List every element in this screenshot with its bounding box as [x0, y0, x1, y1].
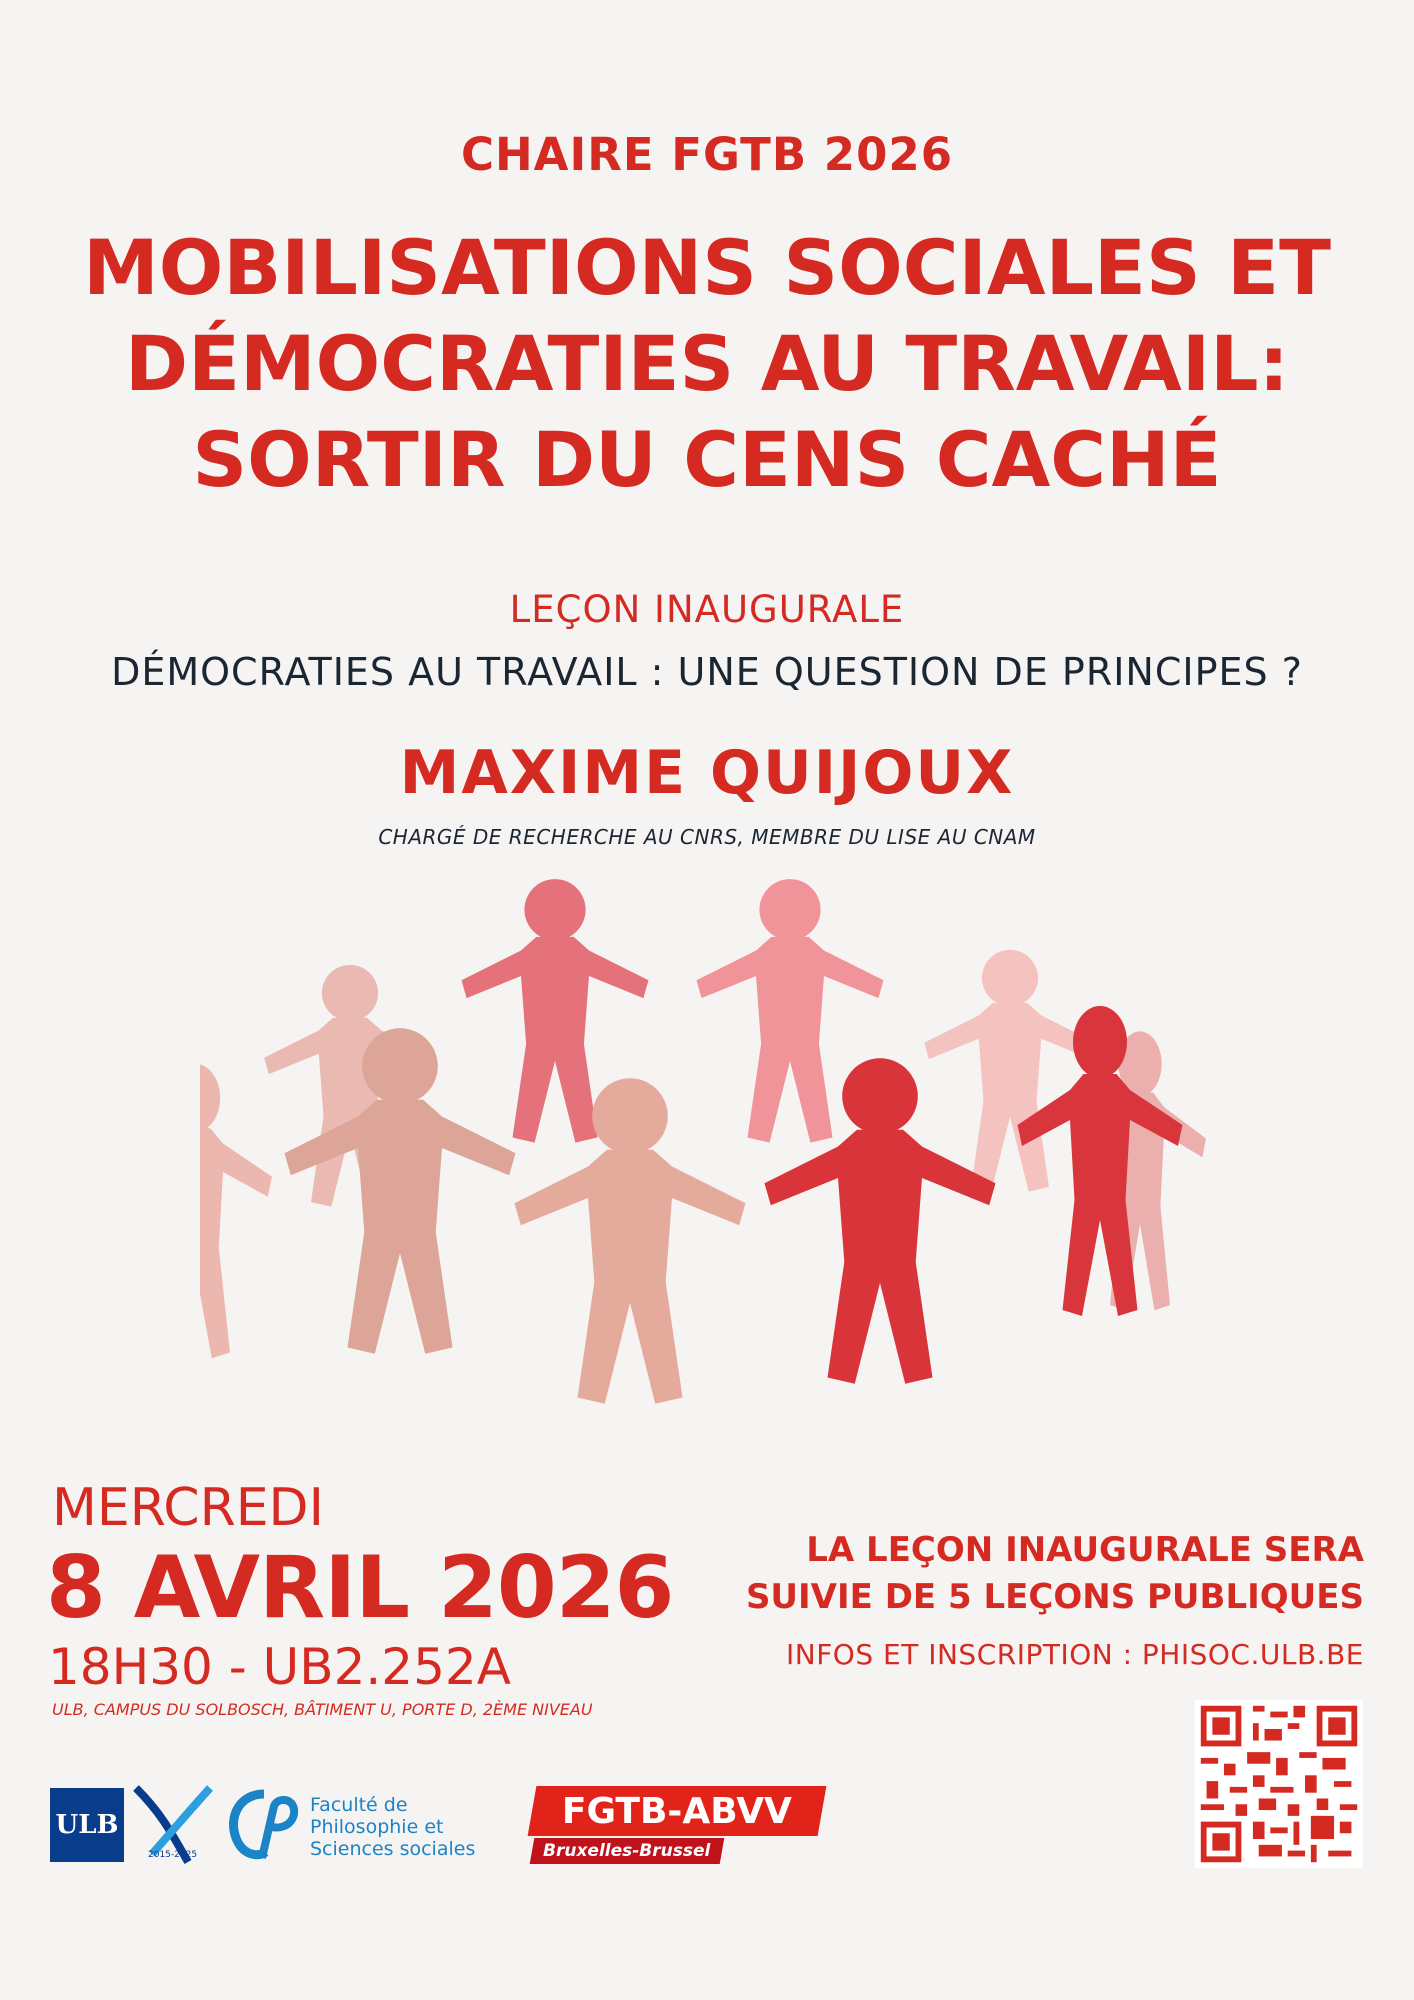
event-day: MERCREDI	[52, 1478, 324, 1538]
fgtb-logo-main	[528, 1786, 827, 1836]
event-time-room: 18H30 - UB2.252A	[48, 1638, 511, 1696]
poster-title	[0, 220, 1414, 508]
series-note-line-2: SUIVIE DE 5 LEÇONS PUBLIQUES	[745, 1577, 1364, 1617]
fgtb-logo	[532, 1786, 822, 1864]
faculty-logo-icon	[222, 1786, 302, 1866]
lecon-label: LEÇON INAUGURALE	[509, 588, 905, 631]
title-line-2: DÉMOCRATIES AU TRAVAIL:	[125, 319, 1289, 408]
speaker-name: MAXIME QUIJOUX	[399, 738, 1015, 808]
qr-code	[1195, 1700, 1363, 1868]
chaire-label: CHAIRE FGTB 2026	[460, 128, 954, 181]
paper-people-illustration	[200, 870, 1214, 1490]
event-address: ULB, CAMPUS DU SOLBOSCH, BÂTIMENT U, PORTE D, 2ÈME NIVEAU	[52, 1700, 593, 1719]
lecture-question: DÉMOCRATIES AU TRAVAIL : UNE QUESTION DE PRINCIPES ?	[111, 650, 1303, 694]
title-line-3: SORTIR DU CENS CACHÉ	[192, 415, 1222, 504]
front-row-figures	[285, 1006, 1183, 1404]
faculty-name-line-1: Faculté de	[310, 1794, 408, 1816]
fgtb-logo-main-text: FGTB-ABVV	[561, 1790, 792, 1832]
faculty-name-line-3: Sciences sociales	[310, 1838, 476, 1860]
event-date: 8 AVRIL 2026	[46, 1538, 674, 1638]
title-line-1: MOBILISATIONS SOCIALES ET	[83, 223, 1331, 312]
speaker-affiliation: CHARGÉ DE RECHERCHE AU CNRS, MEMBRE DU LISE AU CNAM	[378, 825, 1036, 849]
registration-info: INFOS ET INSCRIPTION : PHISOC.ULB.BE	[786, 1638, 1364, 1671]
fgtb-logo-sub-text: Bruxelles-Brussel	[543, 1841, 711, 1861]
series-note-line-1: LA LEÇON INAUGURALE SERA	[806, 1530, 1364, 1570]
anniversary-years: 2015-2025	[148, 1850, 198, 1860]
fgtb-logo-sub	[530, 1838, 725, 1864]
ulb-logo: ULB	[50, 1788, 124, 1862]
faculty-name-line-2: Philosophie et	[310, 1816, 444, 1838]
faculty-name	[310, 1794, 480, 1860]
